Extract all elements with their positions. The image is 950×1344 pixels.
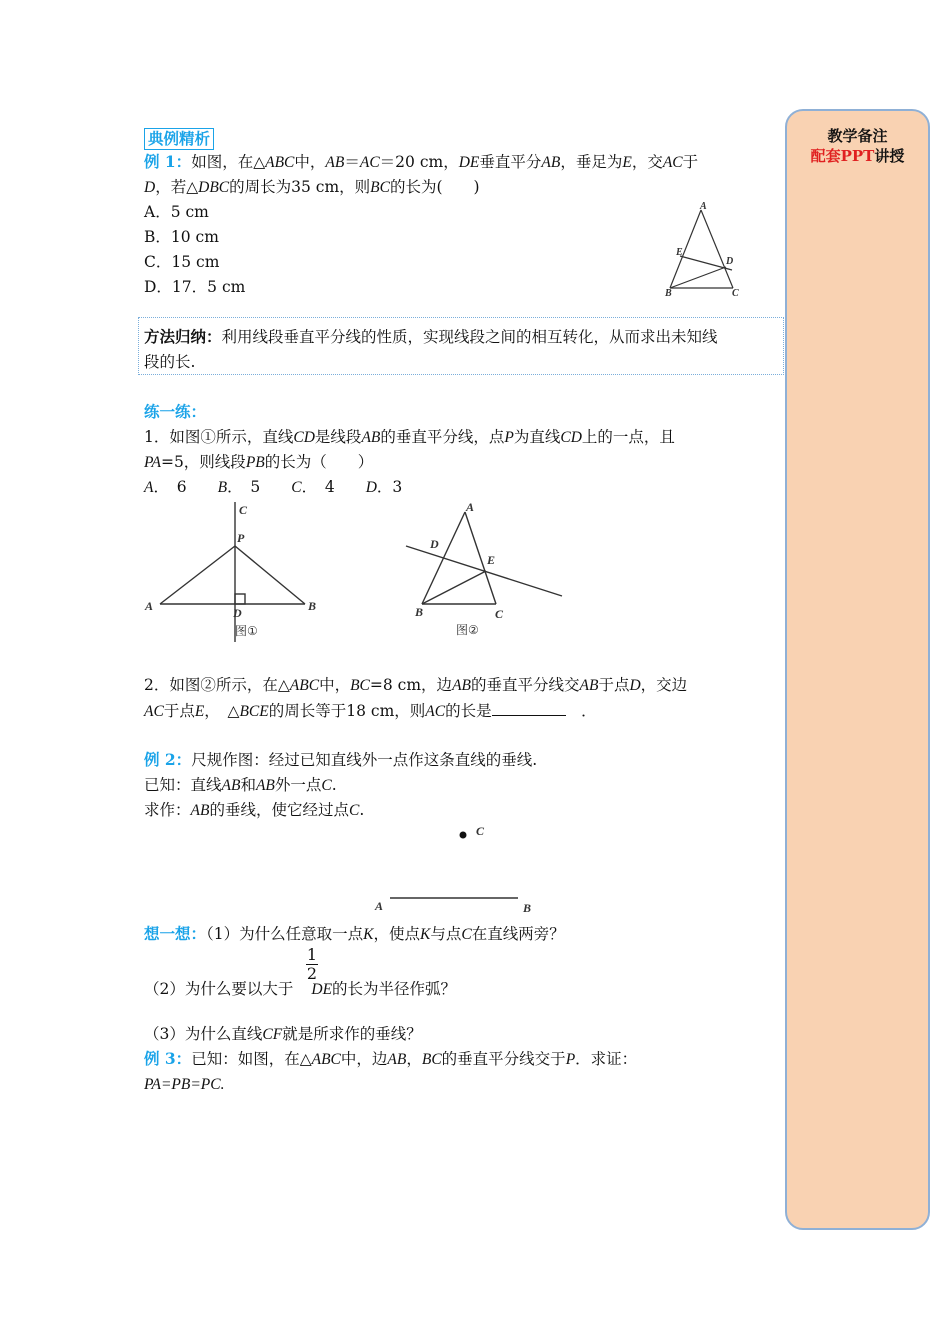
point-c (460, 832, 467, 839)
t: ， △ (204, 702, 240, 720)
t: 于点 (163, 702, 195, 720)
side-ac (701, 210, 733, 288)
practice-q1-options (144, 476, 402, 499)
sidebar-sub-ppt: PPT (840, 147, 875, 165)
practice-label (144, 401, 206, 423)
label-c: C (732, 288, 739, 299)
ex1-option-a: A．5 cm (144, 203, 209, 221)
t: =8 cm，边 (369, 676, 453, 694)
t: BC (421, 1051, 442, 1068)
t: DE (311, 981, 333, 998)
t: A (144, 479, 154, 496)
figure-2-caption: 图② (456, 623, 479, 637)
t: ＝20 cm， (379, 153, 459, 171)
label-d: D (726, 256, 734, 267)
t: 于 (682, 153, 699, 171)
think-q1 (144, 923, 565, 946)
t: K (363, 926, 374, 943)
ex2-figure (370, 820, 550, 920)
t: 如图，在△ (191, 153, 266, 171)
t: ． 5 (227, 478, 276, 496)
label-p: P (237, 531, 245, 545)
t: AB (325, 154, 345, 171)
sidebar-sub-tail: 讲授 (874, 147, 905, 165)
t: P (504, 429, 514, 446)
label-a: A (700, 201, 707, 212)
label-b: B (665, 288, 672, 299)
t: 的长为( ) (389, 178, 480, 196)
t: 练一练： (144, 402, 207, 421)
t: 于点 (598, 676, 630, 694)
practice-q2-line2 (144, 699, 597, 723)
t: 求作： (144, 801, 191, 819)
t: 是线段 (314, 428, 362, 446)
t: 中， (294, 153, 326, 171)
t: 已知：如图，在△ (191, 1050, 312, 1068)
section-title: 典例精析 (144, 128, 214, 150)
t: 的长为（ ） (264, 453, 374, 471)
t: ，使点 (373, 925, 420, 943)
label-a: A (145, 599, 154, 613)
t: 就是所求作的垂线？ (282, 1025, 422, 1043)
t: （3）为什么直线 (144, 1025, 263, 1043)
t: ，垂足为 (560, 153, 623, 171)
t: 的周长等于18 cm，则 (268, 702, 426, 720)
t: 的垂直平分线，点 (380, 428, 505, 446)
t: 为直线 (513, 428, 561, 446)
t: BC (370, 179, 390, 196)
t: =5，则线段 (160, 453, 246, 471)
t: C (461, 926, 472, 943)
fraction-denominator: 2 (306, 964, 318, 983)
t: BC (350, 677, 370, 694)
ex2-line3 (144, 799, 364, 822)
right-angle-mark (235, 594, 245, 604)
practice-q1-line2 (144, 451, 373, 474)
t: ，交 (631, 153, 663, 171)
ex1-option-d: D．17．5 cm (144, 278, 246, 296)
answer-blank[interactable] (492, 699, 566, 716)
t: CF (262, 1026, 283, 1043)
t: P (565, 1051, 576, 1068)
t: AB (452, 677, 471, 694)
label-e: E (487, 553, 496, 567)
t: CD (560, 429, 582, 446)
t: ABC (265, 154, 295, 171)
t: ． 4 (301, 478, 351, 496)
t: AB (541, 154, 561, 171)
t: 尺规作图：经过已知直线外一点作这条直线的垂线. (191, 751, 538, 769)
label-c: C (239, 503, 248, 517)
t: 与点 (430, 925, 462, 943)
ex3-line2 (144, 1073, 224, 1096)
t: 中，边 (340, 1050, 388, 1068)
ex2-line1 (144, 749, 537, 771)
t: ，若△ (155, 178, 199, 196)
teaching-notes-sidebar (785, 109, 930, 1230)
t: D (144, 179, 156, 196)
t: ． 6 (153, 478, 203, 496)
t: AC (359, 154, 380, 171)
segment-be (422, 571, 486, 604)
ex2-label: 例 2： (144, 750, 192, 769)
method-line1 (144, 326, 718, 348)
t: K (420, 926, 431, 943)
t: 的长为半径作弧？ (332, 980, 457, 998)
method-line2: 段的长. (144, 353, 196, 371)
t: （2）为什么要以大于 (144, 980, 294, 998)
t: AC (144, 703, 164, 720)
t: CD (293, 429, 315, 446)
think-q2 (144, 978, 456, 1001)
t: . (331, 776, 337, 794)
figure-2 (400, 500, 570, 645)
t: 的垂线，使它经过点 (209, 801, 349, 819)
t: 已知：直线 (144, 776, 222, 794)
label-c: C (495, 607, 504, 621)
t: 2．如图②所示，在△ (144, 676, 290, 694)
ex1-option-b: B．10 cm (144, 228, 219, 246)
t: PA=PB=PC. (144, 1076, 225, 1093)
t: DE (458, 154, 480, 171)
t: AB (255, 777, 275, 794)
t: 的周长为35 cm，则 (229, 178, 371, 196)
ex2-line2 (144, 774, 337, 797)
ex1-option-c: C．15 cm (144, 253, 220, 271)
t: D (629, 677, 641, 694)
t: 外一点 (274, 776, 322, 794)
ex1-line2 (144, 176, 480, 199)
segment-pa (160, 546, 235, 604)
t: BCE (239, 703, 269, 720)
label-a: A (466, 500, 475, 514)
label-a: A (375, 899, 384, 913)
t: AB (387, 1051, 407, 1068)
t: 上的一点，且 (581, 428, 675, 446)
label-b: B (415, 605, 424, 619)
t: ABC (289, 677, 320, 694)
fraction-numerator: 1 (306, 945, 318, 964)
ex1-triangle-figure (660, 200, 750, 300)
t: B (217, 479, 228, 496)
ex1-line1 (144, 151, 698, 174)
t: AB (221, 777, 241, 794)
label-e: E (676, 247, 683, 258)
t: D (365, 479, 377, 496)
label-b: B (523, 901, 532, 915)
label-c: C (476, 824, 485, 838)
t: AB (579, 677, 599, 694)
t: E (194, 703, 205, 720)
t: 的垂直平分线交于 (441, 1050, 566, 1068)
t: 垂直平分 (479, 153, 542, 171)
segment-bd (670, 267, 726, 288)
t: PB (245, 454, 265, 471)
t: . (359, 801, 365, 819)
think-label: 想一想： (144, 924, 207, 943)
t: 利用线段垂直平分线的性质，实现线段之间的相互转化，从而求出未知线 (221, 328, 718, 346)
t: C (291, 479, 302, 496)
figure-1-caption: 图① (235, 624, 258, 638)
sidebar-sub-red: 配套 (810, 147, 841, 165)
practice-q1-line1 (144, 426, 675, 449)
figure-1 (140, 500, 340, 645)
t: AB (190, 802, 210, 819)
t: AC (662, 154, 683, 171)
think-q3 (144, 1023, 422, 1046)
t: ．3 (376, 478, 403, 496)
t: ＝ (344, 153, 360, 171)
label-d: D (233, 606, 242, 620)
t: ABC (311, 1051, 341, 1068)
ex3-label: 例 3： (144, 1049, 192, 1068)
t: C (348, 802, 360, 819)
t: ． (581, 702, 597, 720)
t: 在直线两旁？ (471, 925, 565, 943)
t: ．求证： (575, 1050, 638, 1068)
ex1-label: 例 1： (144, 152, 192, 171)
sidebar-subtitle (787, 145, 928, 166)
label-b: B (308, 599, 317, 613)
t: 的垂直平分线交 (471, 676, 580, 694)
t: 的长是 (445, 702, 492, 720)
label-d: D (430, 537, 439, 551)
t: AB (361, 429, 381, 446)
t: DBC (198, 179, 230, 196)
sidebar-title: 教学备注 (827, 127, 888, 145)
t: 和 (240, 776, 256, 794)
line-de (680, 256, 732, 270)
t: ，交边 (640, 676, 688, 694)
t: ， (406, 1050, 422, 1068)
t: 1．如图①所示，直线 (144, 428, 294, 446)
t: 中， (319, 676, 351, 694)
method-label: 方法归纳： (144, 327, 222, 346)
t: C (321, 777, 332, 794)
ex3-line1 (144, 1048, 637, 1071)
t: PA (144, 454, 161, 471)
side-ab (670, 210, 701, 288)
t: E (622, 154, 632, 171)
t: （1）为什么任意取一点 (206, 925, 364, 943)
practice-q2-line1 (144, 674, 687, 697)
t: AC (425, 703, 446, 720)
